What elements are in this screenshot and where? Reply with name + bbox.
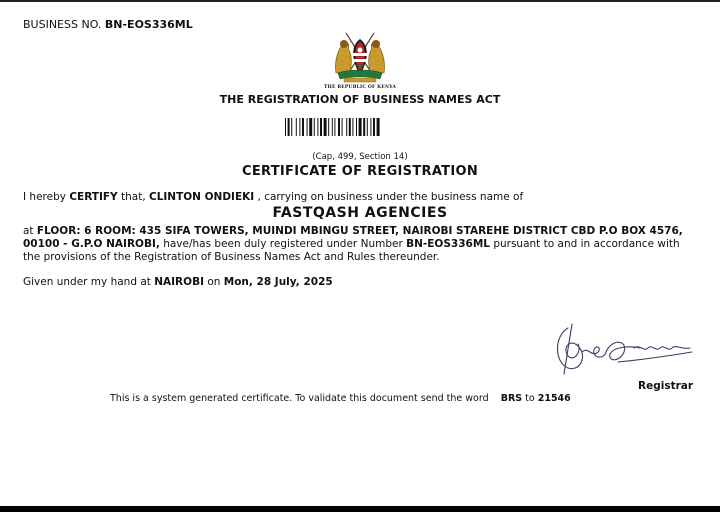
certificate-title: CERTIFICATE OF REGISTRATION (241, 164, 479, 179)
business-number: BUSINESS NO. BN-EOS336ML (23, 18, 193, 31)
given-date: Mon, 28 July, 2025 (223, 276, 333, 288)
business-name: FASTQASH AGENCIES (272, 205, 448, 221)
coat-of-arms-icon (330, 29, 390, 85)
registrar-label: Registrar (638, 380, 694, 392)
registration-number: BN-EOS336ML (406, 238, 490, 250)
business-address: FLOOR: 6 ROOM: 435 SIFA TOWERS, MUINDI MBINGU STREET, NAIROBI STAREHE DISTRICT CBD P.O BOX 4576, 00100 - G.P.O NAIROBI, (23, 225, 683, 250)
address-paragraph: at FLOOR: 6 ROOM: 435 SIFA TOWERS, MUINDI MBINGU STREET, NAIROBI STAREHE DISTRICT CBD P.O BOX 4576, 00100 - G.P.O NAIROBI, have/has been duly registered under Number BN-EOS336ML pursuant to and in accordance with the provisions of the Registration of Business Names Act and Rules thereunder. (23, 225, 683, 263)
cap-section: (Cap, 499, Section 14) (312, 152, 408, 162)
certify-word: CERTIFY (69, 191, 118, 203)
republic-caption: THE REPUBLIC OF KENYA (323, 85, 397, 90)
given-place: NAIROBI (154, 276, 204, 288)
given-statement: Given under my hand at NAIROBI on Mon, 28 July, 2025 (23, 276, 333, 288)
business-number-value: BN-EOS336ML (104, 18, 193, 31)
top-border (0, 0, 720, 2)
owner-name: CLINTON ONDIEKI (149, 191, 255, 203)
certify-statement: I hereby CERTIFY that, CLINTON ONDIEKI , carrying on business under the business name of (23, 191, 524, 203)
signature-icon (548, 318, 698, 378)
sms-keyword: BRS (500, 393, 523, 404)
sms-shortcode: 21546 (537, 393, 571, 404)
barcode-icon (285, 118, 435, 136)
act-title: THE REGISTRATION OF BUSINESS NAMES ACT (219, 93, 501, 106)
validation-footer: This is a system generated certificate. To validate this document send the word BRS to 21546 (110, 393, 571, 404)
